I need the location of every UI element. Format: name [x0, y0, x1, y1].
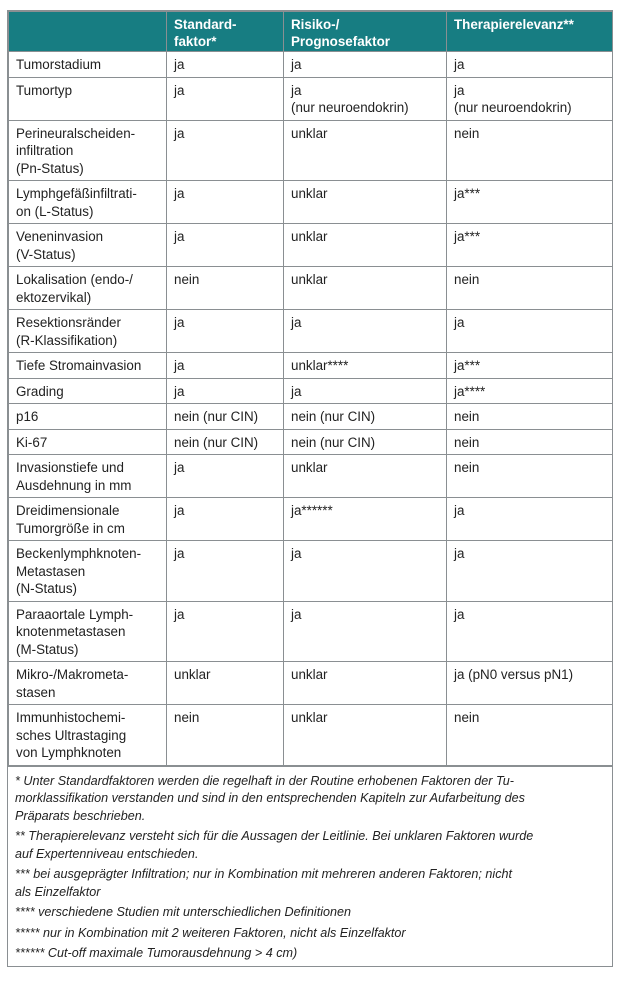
therapy-cell: nein	[447, 455, 613, 498]
factor-name-cell: Lokalisation (endo-/ ektozervikal)	[9, 267, 167, 310]
factor-name-cell: Ki-67	[9, 429, 167, 455]
table-row	[9, 310, 613, 353]
standard-cell: ja	[167, 498, 284, 541]
factor-name-cell: Grading	[9, 378, 167, 404]
factor-name-cell: Paraaortale Lymph- knotenmetastasen (M-Status)	[9, 601, 167, 662]
therapy-cell: ja****	[447, 378, 613, 404]
risk-cell: unklar	[284, 662, 447, 705]
therapy-cell: nein	[447, 267, 613, 310]
risk-cell: unklar	[284, 181, 447, 224]
risk-cell: ja	[284, 52, 447, 78]
table-row	[9, 353, 613, 379]
standard-cell: ja	[167, 52, 284, 78]
therapy-cell: ja***	[447, 224, 613, 267]
therapy-cell: nein	[447, 120, 613, 181]
table-row	[9, 429, 613, 455]
risk-cell: ja	[284, 310, 447, 353]
therapy-cell: ja***	[447, 353, 613, 379]
standard-cell: ja	[167, 224, 284, 267]
standard-cell: ja	[167, 77, 284, 120]
risk-cell: unklar	[284, 705, 447, 766]
footnote: ***** nur in Kombination mit 2 weiteren Faktoren, nicht als Einzelfaktor	[15, 925, 406, 940]
risk-cell: ja******	[284, 498, 447, 541]
risk-cell: ja	[284, 601, 447, 662]
footnote: ****** Cut-off maximale Tumorausdehnung > 4 cm)	[15, 946, 298, 960]
factor-table-frame	[7, 10, 613, 967]
factor-name-cell: Invasionstiefe und Ausdehnung in mm	[9, 455, 167, 498]
risk-cell: unklar	[284, 267, 447, 310]
prognostic-factor-table	[8, 11, 613, 766]
therapy-cell: ja	[447, 310, 613, 353]
header-row	[9, 12, 613, 52]
therapy-cell: ja	[447, 498, 613, 541]
factor-name-cell: Resektionsränder (R-Klassifikation)	[9, 310, 167, 353]
standard-cell: nein	[167, 705, 284, 766]
table-row	[9, 224, 613, 267]
table-row	[9, 120, 613, 181]
risk-cell: unklar****	[284, 353, 447, 379]
footnote: *** bei ausgeprägter Infiltration; nur in Kombination mit mehreren anderen Faktoren; nicht als Einzelfaktor	[15, 867, 513, 899]
footnote: ** Therapierelevanz versteht sich für die Aussagen der Leitlinie. Bei unklaren Faktoren wurde auf Expertenniveau entschieden.	[15, 829, 534, 861]
risk-cell: unklar	[284, 224, 447, 267]
therapy-cell: ja	[447, 601, 613, 662]
standard-cell: ja	[167, 455, 284, 498]
table-row	[9, 662, 613, 705]
table-row	[9, 181, 613, 224]
risk-cell: nein (nur CIN)	[284, 429, 447, 455]
risk-cell: ja (nur neuroendokrin)	[284, 77, 447, 120]
factor-name-cell: Veneninvasion (V-Status)	[9, 224, 167, 267]
footnote: * Unter Standardfaktoren werden die regelhaft in der Routine erhobenen Faktoren der Tu- morklassifikation verstanden und sind in den entsprechenden Kapiteln zur Aufarbeitung des Präparats beschrieben.	[15, 773, 525, 823]
therapy-cell: ja	[447, 541, 613, 602]
therapy-cell: ja (nur neuroendokrin)	[447, 77, 613, 120]
standard-cell: ja	[167, 310, 284, 353]
factor-name-cell: Tiefe Stromainvasion	[9, 353, 167, 379]
factor-name-cell: Tumorstadium	[9, 52, 167, 78]
risk-cell: unklar	[284, 120, 447, 181]
factor-name-cell: Beckenlymphknoten- Metastasen (N-Status)	[9, 541, 167, 602]
factor-name-cell: Lymphgefäßinfiltrati- on (L-Status)	[9, 181, 167, 224]
factor-name-cell: Dreidimensionale Tumorgröße in cm	[9, 498, 167, 541]
table-row	[9, 52, 613, 78]
risk-cell: ja	[284, 378, 447, 404]
factor-name-cell: Tumortyp	[9, 77, 167, 120]
standard-cell: ja	[167, 353, 284, 379]
factor-name-cell: p16	[9, 404, 167, 430]
therapy-cell: nein	[447, 705, 613, 766]
risk-cell: nein (nur CIN)	[284, 404, 447, 430]
therapy-cell: ja (pN0 versus pN1)	[447, 662, 613, 705]
standard-cell: ja	[167, 378, 284, 404]
table-row	[9, 498, 613, 541]
footnotes	[8, 766, 612, 966]
standard-cell: unklar	[167, 662, 284, 705]
header-cell-factor	[9, 12, 167, 52]
table-row	[9, 541, 613, 602]
factor-name-cell: Perineuralscheiden- infiltration (Pn-Status)	[9, 120, 167, 181]
header-cell-therapy: Therapierelevanz**	[447, 12, 613, 52]
standard-cell: ja	[167, 181, 284, 224]
standard-cell: nein (nur CIN)	[167, 429, 284, 455]
therapy-cell: nein	[447, 404, 613, 430]
standard-cell: ja	[167, 120, 284, 181]
table-row	[9, 455, 613, 498]
therapy-cell: ja	[447, 52, 613, 78]
table-row	[9, 404, 613, 430]
risk-cell: unklar	[284, 455, 447, 498]
factor-name-cell: Mikro-/Makrometa- stasen	[9, 662, 167, 705]
table-row	[9, 77, 613, 120]
factor-name-cell: Immunhistochemi- sches Ultrastaging von Lymphknoten	[9, 705, 167, 766]
footnote: **** verschiedene Studien mit unterschiedlichen Definitionen	[15, 905, 352, 919]
table-row	[9, 267, 613, 310]
standard-cell: nein	[167, 267, 284, 310]
therapy-cell: ja***	[447, 181, 613, 224]
header-cell-standard: Standard- faktor*	[167, 12, 284, 52]
table-row	[9, 601, 613, 662]
standard-cell: ja	[167, 541, 284, 602]
risk-cell: ja	[284, 541, 447, 602]
therapy-cell: nein	[447, 429, 613, 455]
standard-cell: ja	[167, 601, 284, 662]
header-cell-risk: Risiko-/ Prognosefaktor	[284, 12, 447, 52]
standard-cell: nein (nur CIN)	[167, 404, 284, 430]
table-row	[9, 705, 613, 766]
table-row	[9, 378, 613, 404]
